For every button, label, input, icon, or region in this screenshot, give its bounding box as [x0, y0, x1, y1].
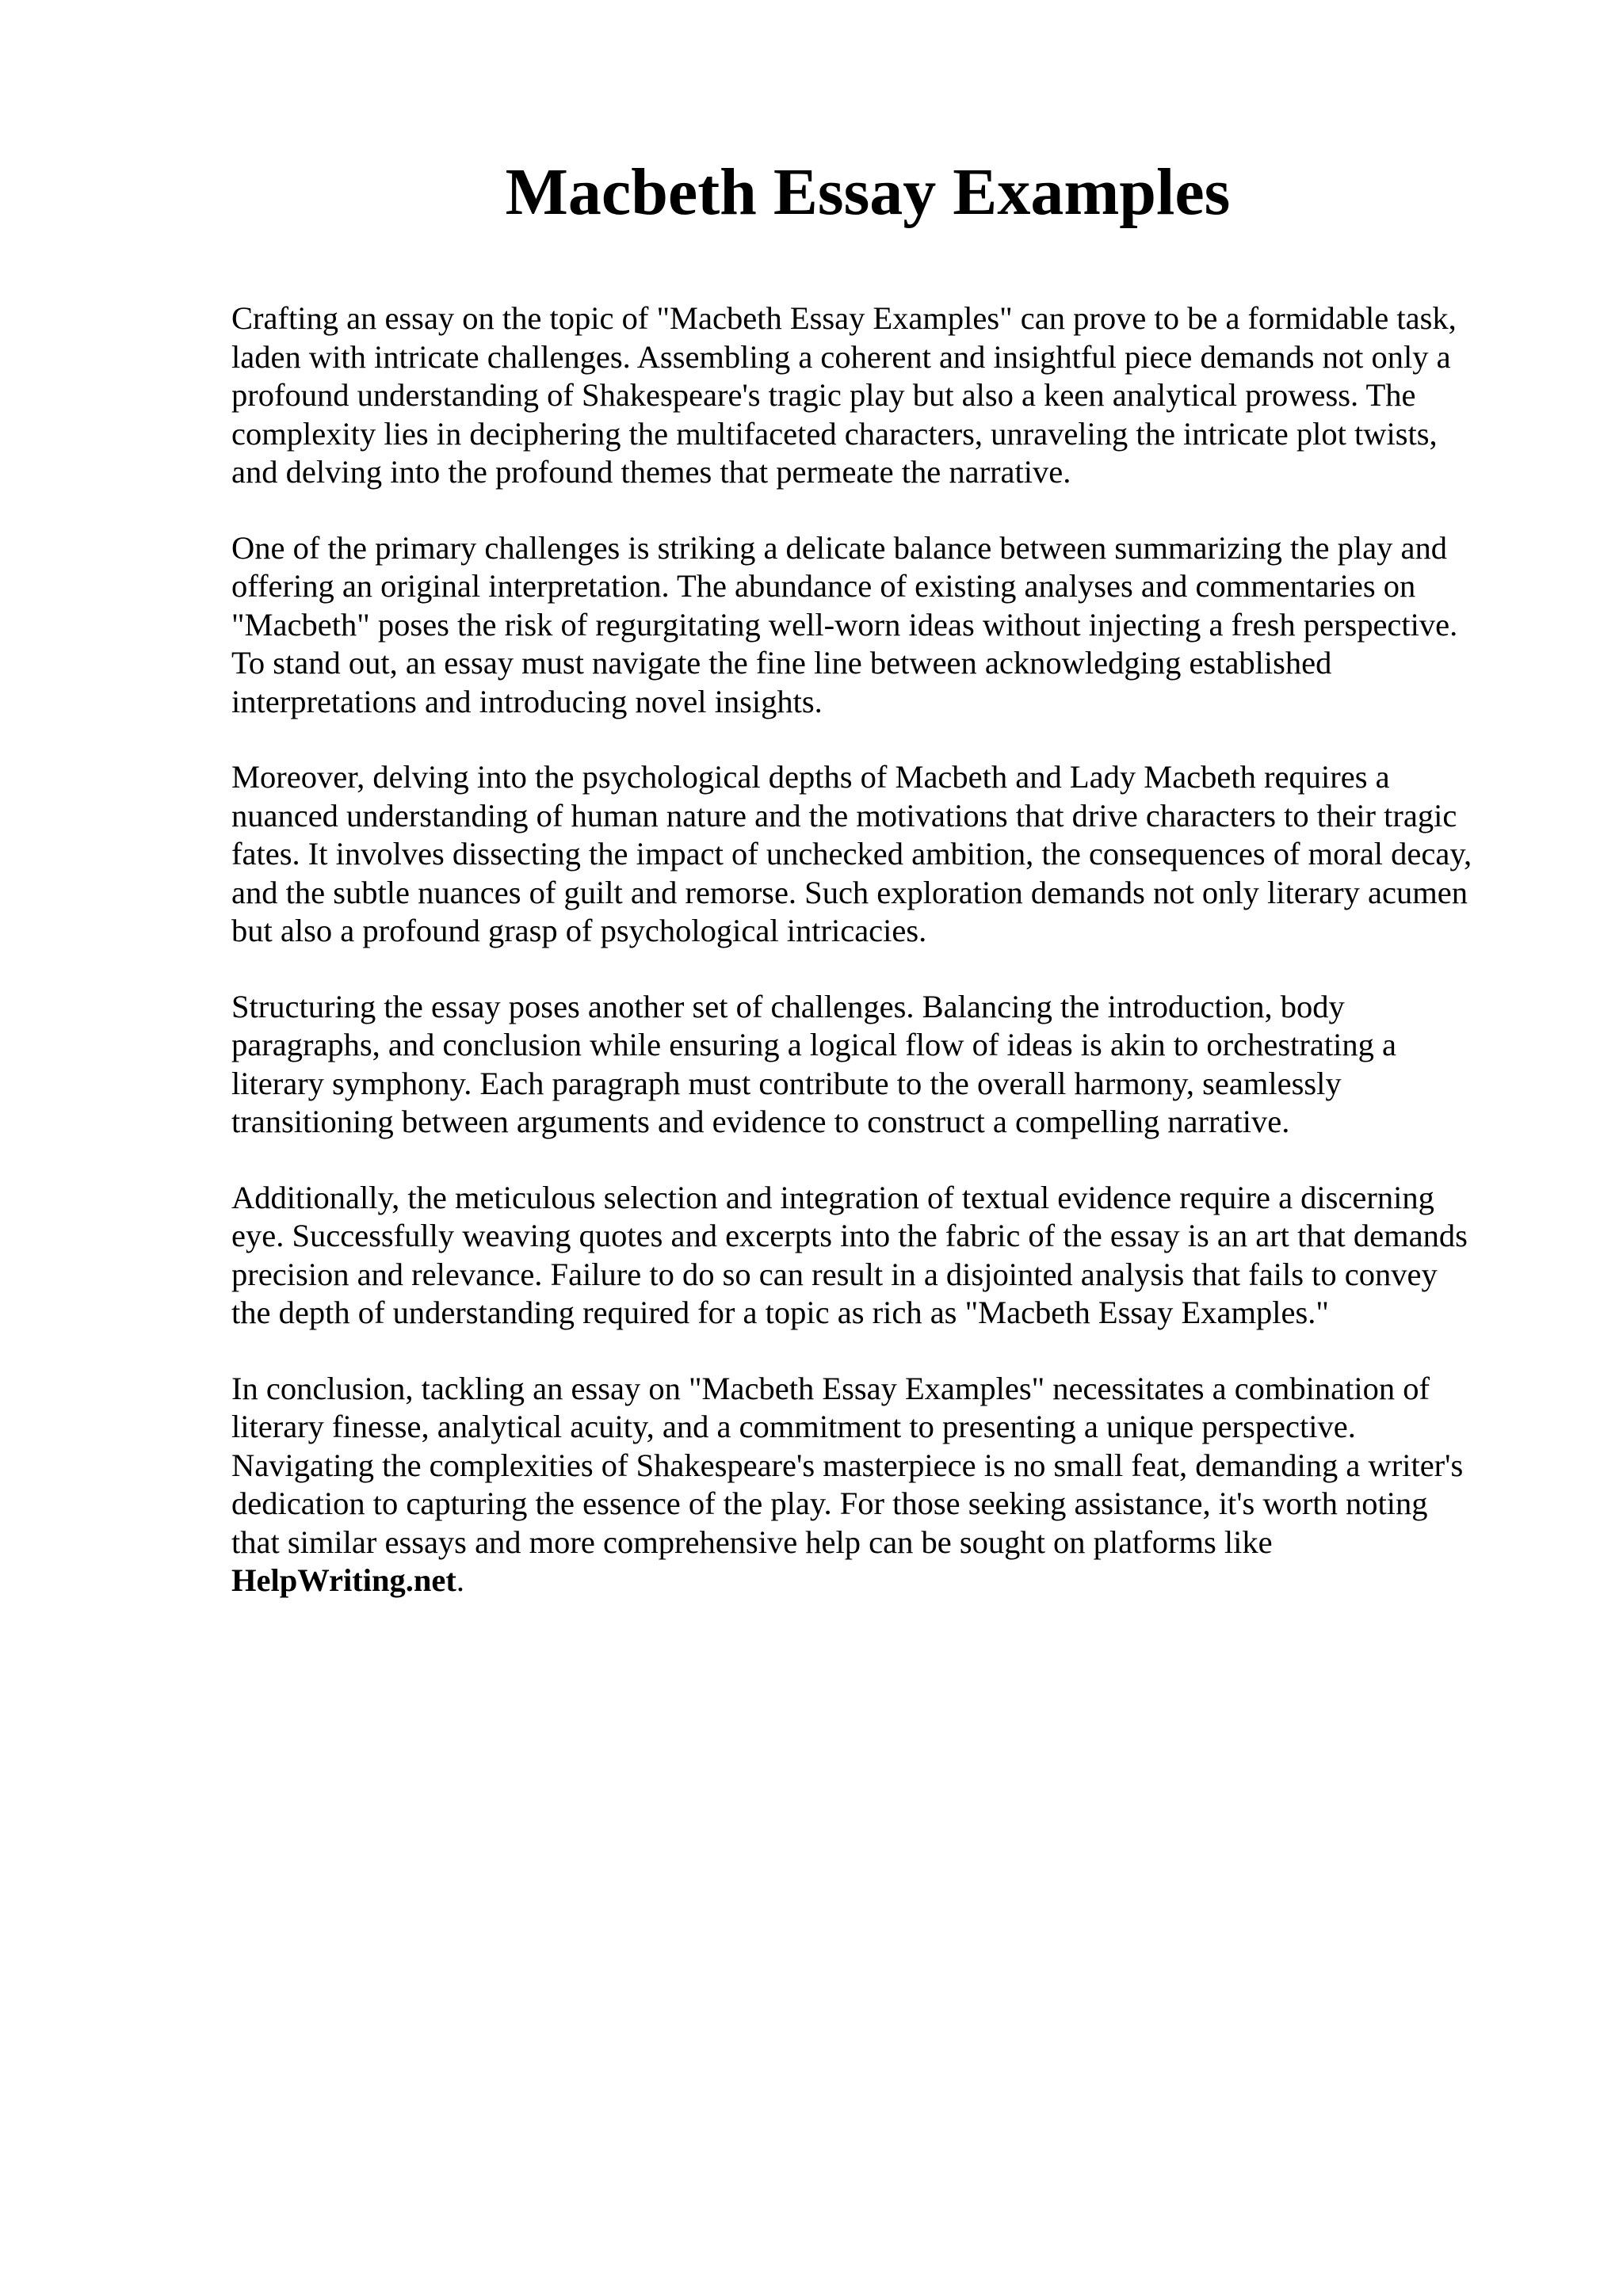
document-body [231, 299, 1531, 1638]
text-line: interpretations and introducing novel insights. [231, 683, 823, 719]
text-line: but also a profound grasp of psychological intricacies. [231, 913, 927, 948]
text-line: that similar essays and more comprehensive help can be sought on platforms like [231, 1524, 1273, 1560]
text-line: nuanced understanding of human nature and the motivations that drive characters to their tragic [231, 797, 1457, 833]
text-line: Structuring the essay poses another set of challenges. Balancing the introduction, body [231, 988, 1345, 1024]
text-line: transitioning between arguments and evidence to construct a compelling narrative. [231, 1104, 1290, 1139]
text-line: To stand out, an essay must navigate the fine line between acknowledging established [231, 645, 1332, 681]
paragraph-3 [231, 758, 1531, 951]
text-line: laden with intricate challenges. Assembling a coherent and insightful piece demands not only a [231, 338, 1451, 375]
text-line: and delving into the profound themes that permeate the narrative. [231, 454, 1071, 490]
text-line: the depth of understanding required for a topic as rich as "Macbeth Essay Examples." [231, 1295, 1329, 1330]
paragraph-2 [231, 529, 1531, 722]
paragraph-6 [231, 1370, 1531, 1600]
text-line: precision and relevance. Failure to do so can result in a disjointed analysis that fails to convey [231, 1256, 1438, 1292]
text-line: Navigating the complexities of Shakespeare's masterpiece is no small feat, demanding a writer's [231, 1447, 1464, 1483]
text-line: profound understanding of Shakespeare's tragic play but also a keen analytical prowess. The [231, 377, 1416, 413]
text-line: literary symphony. Each paragraph must contribute to the overall harmony, seamlessly [231, 1065, 1342, 1101]
page-title: Macbeth Essay Examples [505, 155, 1231, 229]
paragraph-1 [231, 299, 1531, 492]
text-line: In conclusion, tackling an essay on "Macbeth Essay Examples" necessitates a combination of [231, 1370, 1430, 1406]
text-line: fates. It involves dissecting the impact of unchecked ambition, the consequences of moral decay, [231, 836, 1472, 871]
text-line: literary finesse, analytical acuity, and a commitment to presenting a unique perspective. [231, 1409, 1356, 1444]
text-line-with-link [231, 1562, 1531, 1600]
text-line: Additionally, the meticulous selection and integration of textual evidence require a discerning [231, 1179, 1434, 1215]
text-line: complexity lies in deciphering the multifaceted characters, unraveling the intricate plot twists, [231, 415, 1438, 452]
paragraph-5 [231, 1179, 1531, 1333]
text-line: offering an original interpretation. The abundance of existing analyses and commentaries on [231, 568, 1416, 604]
text-line: Crafting an essay on the topic of "Macbeth Essay Examples" can prove to be a formidable task, [231, 300, 1457, 336]
text-line: eye. Successfully weaving quotes and excerpts into the fabric of the essay is an art that demands [231, 1218, 1468, 1253]
text-line: Moreover, delving into the psychological depths of Macbeth and Lady Macbeth requires a [231, 759, 1390, 795]
text-line: One of the primary challenges is striking a delicate balance between summarizing the play and [231, 529, 1447, 566]
helpwriting-link[interactable]: HelpWriting.net [231, 1562, 456, 1598]
link-suffix: . [456, 1562, 465, 1598]
text-line: dedication to capturing the essence of the play. For those seeking assistance, it's worth noting [231, 1486, 1428, 1521]
paragraph-4 [231, 988, 1531, 1142]
text-line: paragraphs, and conclusion while ensuring a logical flow of ideas is akin to orchestrating a [231, 1027, 1396, 1062]
text-line: "Macbeth" poses the risk of regurgitating well-worn ideas without injecting a fresh perspective. [231, 606, 1458, 643]
text-line: and the subtle nuances of guilt and remorse. Such exploration demands not only literary acumen [231, 874, 1468, 910]
